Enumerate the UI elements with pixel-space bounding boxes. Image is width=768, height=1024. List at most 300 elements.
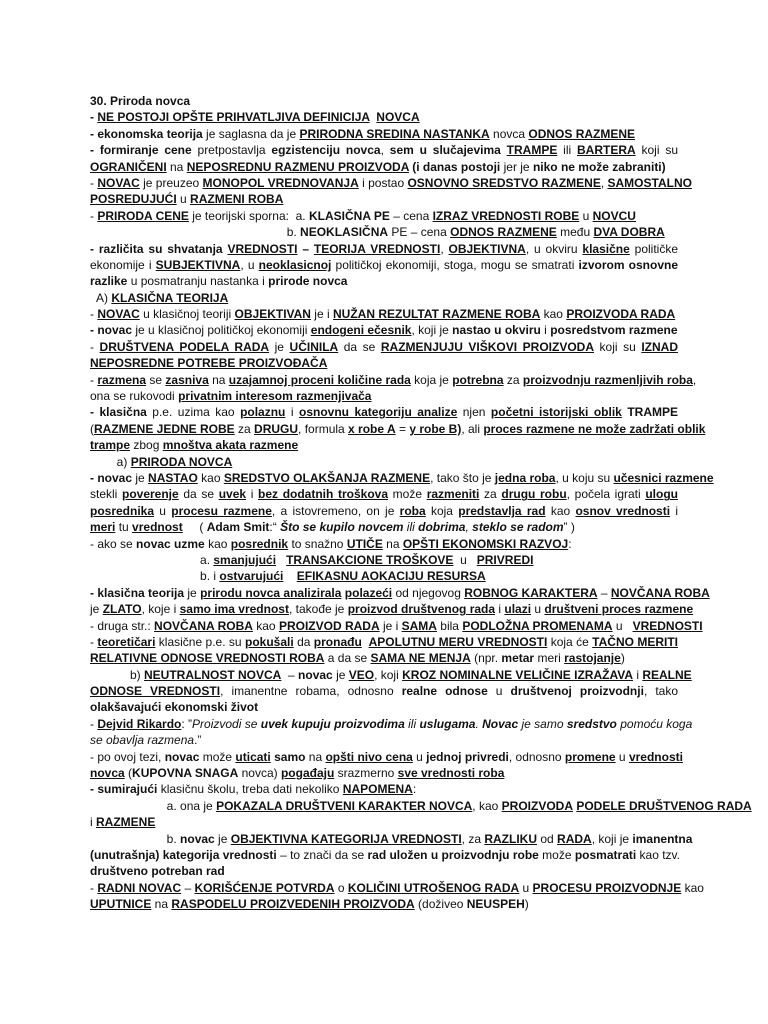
text-run: , — [465, 520, 473, 535]
text-run: REALNE — [642, 667, 692, 682]
text-run: olakšavajući ekonomski život — [90, 700, 259, 715]
text-run: KROZ NOMINALNE VELIČINE IZRAŽAVA — [402, 667, 633, 682]
text-run: procesu razmene — [171, 503, 272, 518]
text-run: egzistenciju novca — [271, 143, 381, 158]
text-line — [90, 470, 714, 486]
text-run: (i danas postoji — [408, 159, 501, 174]
text-run: x robe A — [348, 421, 396, 436]
text-run: u — [487, 684, 511, 699]
text-run: , — [380, 143, 390, 158]
text-line — [90, 831, 693, 847]
text-line — [90, 404, 678, 420]
text-run: b. — [90, 225, 301, 240]
text-run: samo ima vrednost — [179, 602, 289, 617]
text-line — [90, 454, 678, 470]
text-run: kao tzv. — [636, 847, 680, 862]
text-run: koja će — [547, 634, 593, 649]
text-run: ulogu — [645, 487, 678, 502]
text-run: ona se rukovodi — [90, 389, 179, 404]
text-run: ili — [403, 520, 419, 535]
text-run: - novac — [90, 323, 133, 338]
text-run: ili — [557, 143, 577, 158]
text-run: ODNOSE VREDNOSTI — [90, 684, 221, 699]
text-run: potrebna — [452, 372, 504, 387]
text-line — [90, 536, 678, 552]
text-run: , koji je — [411, 323, 453, 338]
text-run: - — [90, 175, 98, 190]
text-run: razlike — [90, 274, 128, 289]
text-run: uzajamnoj proceni količine rada — [228, 372, 411, 387]
text-run: VREDNOSTI — [632, 618, 703, 633]
text-run: Adam Smit — [206, 520, 270, 535]
text-run: srazmerno — [334, 766, 398, 781]
text-run: koja — [425, 503, 459, 518]
text-line — [90, 503, 678, 519]
text-run: - — [90, 880, 98, 895]
text-run: mnoštva akata razmene — [162, 438, 299, 453]
text-run: na — [208, 372, 229, 387]
text-run: se — [146, 372, 166, 387]
text-run: u proizvodnju robe — [430, 847, 539, 862]
text-run: A) — [90, 290, 112, 305]
text-run: u — [453, 552, 477, 567]
text-line — [90, 749, 683, 765]
text-run: u — [612, 618, 633, 633]
text-run: predstavlja rad — [458, 503, 546, 518]
text-run: KOLIČINI UTROŠENOG RADA — [347, 880, 520, 895]
text-run — [276, 553, 286, 567]
text-line — [90, 208, 678, 224]
text-run: RASPODELU PROIZVEDENIH PROIZVODA — [171, 897, 415, 912]
text-run: koji su — [635, 143, 678, 158]
text-run: društvenoj proizvodnji — [510, 684, 644, 699]
text-run: RELATIVNE ODNOSE VREDNOSTI ROBA — [90, 651, 325, 666]
text-run: uslugama — [419, 716, 476, 731]
text-run: je samo — [518, 716, 567, 731]
text-run: može — [199, 749, 236, 764]
text-run: OBJEKTIVNA — [448, 241, 526, 256]
text-run: bila — [436, 618, 463, 633]
text-run: i — [633, 667, 643, 682]
text-run: to snažno — [288, 536, 347, 551]
text-run: ekonomije i — [90, 257, 156, 272]
text-run: - — [90, 307, 98, 322]
text-run: posrednika — [90, 503, 155, 518]
text-line — [90, 699, 678, 715]
text-run: MONOPOL VREDNOVANJA — [202, 175, 359, 190]
text-run: klasične — [582, 241, 630, 256]
text-run: kao — [681, 880, 704, 895]
text-line — [90, 863, 678, 879]
text-run: , tako — [643, 684, 678, 699]
text-run: privatnim interesom razmenjivača — [178, 389, 372, 404]
text-run: društveni proces razmene — [544, 602, 694, 617]
text-run: nastao u okviru — [452, 323, 541, 338]
text-run: da — [293, 634, 314, 649]
text-run: PODLOŽNA PROMENAMA — [462, 618, 613, 633]
text-run: ODNOS RAZMENE — [528, 126, 636, 141]
text-line — [90, 618, 703, 634]
text-run: o — [334, 880, 348, 895]
text-run: NOVCA — [376, 110, 420, 125]
text-run: Dejvid Rikardo — [97, 716, 182, 731]
text-line — [90, 519, 678, 535]
text-run: posredstvom razmene — [550, 323, 678, 338]
text-run: – — [281, 667, 299, 682]
text-run: - — [90, 339, 100, 354]
text-run: novac — [180, 831, 215, 846]
text-run: - klasična — [90, 405, 147, 420]
text-run — [362, 635, 369, 649]
text-run: zbog — [130, 438, 163, 453]
text-run: - sumirajući — [90, 782, 158, 797]
text-line — [90, 388, 678, 404]
text-run: u klasičnoj teoriji — [139, 307, 235, 322]
text-run: - — [90, 634, 98, 649]
text-line — [90, 798, 752, 814]
text-run: , ali — [461, 421, 484, 436]
text-run: – to znači da se — [276, 847, 368, 862]
text-run: zasniva — [165, 372, 209, 387]
text-line — [90, 241, 678, 257]
text-run: ) — [524, 897, 529, 912]
text-run: :“ — [269, 520, 281, 535]
text-run: PROIZVODA — [501, 798, 573, 813]
text-run: - — [90, 716, 98, 731]
text-run: , imanentne robama, odnosno — [220, 684, 402, 699]
text-run: kao — [252, 618, 279, 633]
text-run — [283, 569, 296, 583]
text-run: SREDSTVO OLAKŠANJA RAZMENE — [223, 470, 431, 485]
text-run: osnov vrednosti — [575, 503, 671, 518]
text-run: rastojanje — [564, 651, 621, 666]
text-run: RADNI NOVAC — [97, 880, 182, 895]
text-run: društveno potreban rad — [90, 864, 225, 879]
text-run: opšti nivo cena — [325, 749, 413, 764]
text-run: SAMOSTALNO — [607, 175, 692, 190]
text-run: – — [297, 241, 314, 256]
text-run: - druga str.: — [90, 618, 155, 633]
text-run: realne odnose — [401, 684, 488, 699]
text-run: a. ona je — [90, 798, 217, 813]
text-run: : — [412, 782, 417, 797]
text-run: , u koju su — [555, 470, 614, 485]
text-line — [90, 650, 678, 666]
text-run: novac — [298, 667, 333, 682]
text-line — [90, 486, 678, 502]
text-run: , — [440, 241, 449, 256]
text-run: ili — [404, 716, 420, 731]
text-run: UTIČE — [346, 536, 383, 551]
text-line — [90, 601, 694, 617]
text-run: TRAMPE — [506, 143, 558, 158]
text-run: stekli — [90, 487, 122, 502]
text-run: u — [412, 749, 427, 764]
text-run: trampe — [90, 438, 131, 453]
text-run: je — [132, 470, 149, 485]
text-run: RADA — [557, 831, 592, 846]
text-run: - po ovoj tezi, — [90, 749, 165, 764]
text-run: uvek — [218, 487, 247, 502]
text-run: – cena — [389, 208, 433, 223]
text-run: uvek kupuju proizvodima — [260, 716, 405, 731]
text-run: pogađaju — [280, 766, 335, 781]
text-run: je — [90, 602, 103, 617]
text-run: RAZMENE — [96, 815, 156, 830]
text-run: u — [176, 192, 191, 207]
text-run: i — [670, 503, 678, 518]
text-run: i — [285, 405, 299, 420]
text-run: , — [692, 372, 697, 387]
text-line — [90, 765, 678, 781]
text-run: PRIRODNA SREDINA NASTANKA — [299, 126, 490, 141]
text-run: , — [600, 175, 608, 190]
text-run: PROIZVOD RADA — [278, 618, 380, 633]
text-run: : ” — [181, 716, 193, 731]
text-line — [90, 421, 706, 437]
text-run: POKAZALA DRUŠTVENI KARAKTER NOVCA — [216, 798, 473, 813]
text-line — [90, 257, 678, 273]
text-run: ZLATO — [102, 602, 142, 617]
text-run: y robe B) — [409, 421, 462, 436]
text-run: , takođe je — [288, 602, 348, 617]
text-run: klasičnu školu, treba dati nekoliko — [157, 782, 343, 797]
text-run: RAZMENJUJU VIŠKOVI PROIZVODA — [380, 339, 594, 354]
text-run: imanentna — [632, 831, 693, 846]
text-run: KLASIČNA PE — [308, 208, 390, 223]
text-run: EFIKASNU AOKACIJU RESURSA — [296, 569, 486, 584]
text-run: ( — [182, 520, 207, 535]
text-run: KUPOVNA SNAGA — [132, 766, 239, 781]
text-run: posmatrati — [574, 847, 637, 862]
text-run: TRAMPE — [627, 405, 678, 420]
text-run: je teorijski sporna: a. — [188, 208, 309, 223]
text-run: ulazi — [504, 602, 532, 617]
text-run: steklo se radom — [472, 520, 564, 535]
text-run: - — [90, 208, 98, 223]
text-run: političkoj ekonomiji, stoga, mogu se smatrati — [331, 257, 579, 272]
text-run: - — [90, 372, 98, 387]
text-run: niko ne može zabraniti) — [532, 159, 666, 174]
text-run: ( — [124, 766, 133, 781]
text-run: je i — [310, 307, 333, 322]
text-run: političke — [629, 241, 679, 256]
text-run: KLASIČNA TEORIJA — [111, 290, 229, 305]
text-run: roba — [399, 503, 426, 518]
text-run: - novac — [90, 470, 133, 485]
text-run: , koji je — [591, 831, 633, 846]
text-run: - ako se — [90, 536, 137, 551]
text-run: jer je — [500, 159, 533, 174]
text-run: je — [269, 339, 290, 354]
text-run: PROIZVODA RADA — [566, 307, 676, 322]
text-run: , kao — [472, 798, 502, 813]
text-line — [90, 93, 678, 109]
text-run: . — [475, 716, 483, 731]
text-run: NAPOMENA — [342, 782, 413, 797]
text-run: ( — [90, 421, 94, 436]
text-run: polazeći — [344, 585, 393, 600]
text-run: ROBNOG KARAKTERA — [464, 585, 598, 600]
text-run: BARTERA — [576, 143, 636, 158]
text-run: na — [305, 749, 326, 764]
text-line — [90, 339, 678, 355]
text-run: među — [556, 225, 594, 240]
text-run: i — [540, 323, 551, 338]
text-run: teoretičari — [97, 634, 156, 649]
text-run: - različita su shvatanja — [90, 241, 223, 256]
text-run: je — [184, 585, 201, 600]
text-run: je u klasičnoj političkoj ekonomiji — [132, 323, 311, 338]
text-run: NOVCU — [592, 208, 636, 223]
text-run: pretpostavlja — [191, 143, 272, 158]
text-run: da se — [338, 339, 381, 354]
text-run: NEOKLASIČNA — [300, 225, 389, 240]
text-run: je preuzeo — [139, 175, 203, 190]
text-run: PE – cena — [388, 225, 451, 240]
text-line — [90, 142, 678, 158]
text-run: i — [495, 602, 505, 617]
text-run: IZRAZ VREDNOSTI ROBE — [432, 208, 580, 223]
text-line — [90, 847, 678, 863]
text-line — [90, 175, 692, 191]
text-run: b) — [90, 667, 145, 682]
text-run: ostvarujući — [219, 569, 284, 584]
text-line — [90, 224, 678, 240]
text-line — [90, 159, 678, 175]
text-run: - — [90, 110, 98, 125]
text-run: klasične p.e. su — [155, 634, 245, 649]
text-run: i — [246, 487, 259, 502]
text-run: NOVAC — [97, 307, 140, 322]
text-run: DVA DOBRA — [593, 225, 665, 240]
text-run: b. — [90, 831, 181, 846]
text-run: kao — [540, 307, 567, 322]
text-run: NEUSPEH — [466, 897, 525, 912]
text-run: SAMA NE MENJA — [370, 651, 471, 666]
text-line — [90, 683, 678, 699]
text-run: razmeniti — [426, 487, 480, 502]
text-run: VREDNOSTI — [227, 241, 298, 256]
text-line — [90, 585, 710, 601]
text-run: sem u slučajevima — [389, 143, 501, 158]
text-run: b. i — [90, 569, 220, 584]
text-run: PRIRODA NOVCA — [130, 454, 233, 469]
text-line — [90, 437, 678, 453]
text-run: , formula — [298, 421, 349, 436]
text-run: meri — [534, 651, 565, 666]
text-run: OSNOVNO SREDSTVO RAZMENE — [407, 175, 601, 190]
text-run: tu — [115, 520, 133, 535]
text-run: , koji — [374, 667, 403, 682]
text-run: IZNAD — [641, 339, 678, 354]
text-run: vrednost — [132, 520, 183, 535]
text-run: na — [382, 536, 403, 551]
text-run: , koje i — [141, 602, 180, 617]
text-run: Proizvodi se — [192, 716, 261, 731]
text-line — [90, 126, 678, 142]
text-run: (doživeo — [414, 897, 467, 912]
text-run: u posmatranju nastanka i — [127, 274, 269, 289]
text-run: vrednosti — [628, 749, 683, 764]
text-run: RAZLIKU — [484, 831, 538, 846]
text-run: poverenje — [122, 487, 179, 502]
text-run: SUBJEKTIVNA — [155, 257, 241, 272]
text-run: novac — [164, 749, 200, 764]
text-run: novca — [489, 126, 529, 141]
text-run: drugu robu — [501, 487, 567, 502]
text-line — [90, 306, 678, 322]
text-line — [90, 191, 678, 207]
text-run: jedna roba — [494, 470, 556, 485]
text-run: p.e. uzima kao — [146, 405, 241, 420]
text-run: – — [597, 585, 611, 600]
text-run: metar — [501, 651, 535, 666]
text-run: prirodu novca analizirala — [200, 585, 342, 600]
text-run: dobrima — [418, 520, 466, 535]
text-run: od njegovog — [392, 585, 465, 600]
text-run: novac uzme — [136, 536, 205, 551]
text-run: prirode novca — [268, 274, 348, 289]
text-run: u — [531, 602, 545, 617]
text-run: , odnosno — [508, 749, 565, 764]
text-run: neoklasicnoj — [258, 257, 332, 272]
text-run: RAZMENE JEDNE ROBE — [94, 421, 235, 436]
text-run: proces razmene ne može zadržati oblik — [483, 421, 706, 436]
text-line — [90, 322, 678, 338]
text-run: polaznu — [240, 405, 286, 420]
text-line — [90, 568, 678, 584]
text-run: razmena — [97, 372, 147, 387]
text-line — [90, 781, 678, 797]
text-run: = — [395, 421, 410, 436]
text-run: je saglasna da je — [202, 126, 300, 141]
text-line — [90, 290, 678, 306]
text-run: UPUTNICE — [90, 897, 152, 912]
text-run: pomoću koga — [616, 716, 693, 731]
text-run: kao — [545, 503, 576, 518]
text-run: u — [579, 208, 593, 223]
text-run: DRUŠTVENA PODELA RADA — [99, 339, 270, 354]
text-run: Novac — [482, 716, 519, 731]
text-run: na — [166, 159, 187, 174]
text-run: NOVČANA ROBA — [610, 585, 710, 600]
text-run: od — [537, 831, 558, 846]
text-run: NE POSTOJI OPŠTE PRIHVATLJIVA DEFINICIJA — [97, 110, 370, 125]
text-run: , tako što je — [430, 470, 495, 485]
text-run: , u okviru — [525, 241, 583, 256]
text-run: može — [538, 847, 575, 862]
text-line — [90, 880, 704, 896]
text-run: bez dodatnih troškova — [258, 487, 389, 502]
text-run: TAČNO MERITI — [592, 634, 678, 649]
text-run: kategorija vrednosti — [162, 847, 277, 862]
text-run: NOVČANA ROBA — [154, 618, 253, 633]
text-line — [90, 552, 678, 568]
text-line — [90, 355, 678, 371]
text-run: početni istorijski oblik — [490, 405, 622, 420]
text-run: NOVAC — [97, 175, 140, 190]
text-line — [90, 896, 678, 912]
text-run: koji su — [594, 339, 642, 354]
text-run: , za — [461, 831, 485, 846]
text-run: kao — [197, 470, 224, 485]
text-run: , u — [240, 257, 259, 272]
text-line — [90, 732, 678, 748]
text-run: DRUGU — [254, 421, 299, 436]
text-run: RAZMENI ROBA — [190, 192, 284, 207]
text-line — [90, 273, 678, 289]
